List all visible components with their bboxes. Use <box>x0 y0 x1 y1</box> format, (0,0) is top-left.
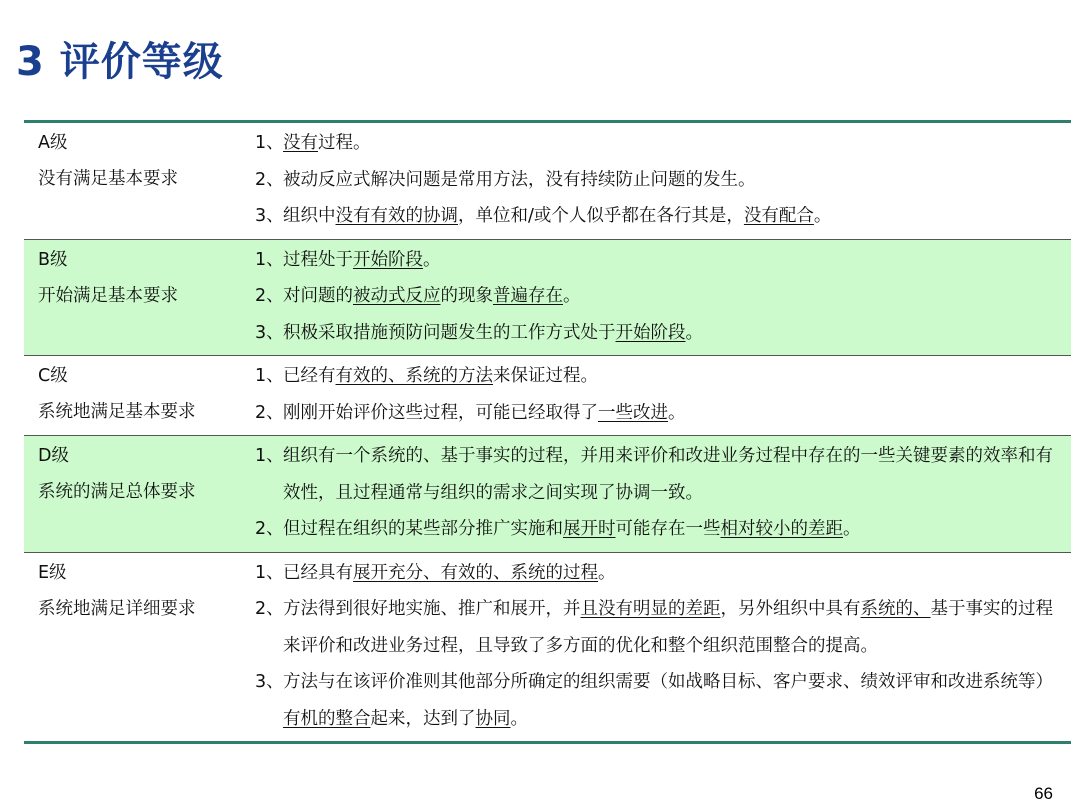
page-number: 66 <box>1034 784 1053 803</box>
criteria-item <box>255 591 1063 664</box>
level-criteria-list <box>255 555 1071 738</box>
criteria-number: 2、 <box>255 169 284 190</box>
text-segment: 已经具有 <box>283 562 353 583</box>
emphasized-phrase: 没有配合 <box>743 206 814 226</box>
criteria-number: 2、 <box>255 286 284 306</box>
criteria-text <box>283 315 1063 352</box>
criteria-number: 2、 <box>255 402 284 423</box>
criteria-text <box>283 278 1063 315</box>
text-segment: 积极采取措施预防问题发生的工作方式处于 <box>283 322 616 343</box>
emphasized-phrase: 系统的、 <box>860 599 931 619</box>
level-code: E级 <box>38 562 67 583</box>
level-heading <box>24 242 255 352</box>
criteria-item <box>255 278 1063 315</box>
emphasized-phrase: 没有 <box>283 133 318 153</box>
criteria-item <box>255 198 1063 235</box>
criteria-text <box>283 125 1063 162</box>
criteria-item <box>255 555 1063 592</box>
criteria-text <box>283 395 1063 432</box>
criteria-number: 3、 <box>255 322 284 343</box>
criteria-number: 2、 <box>255 599 284 619</box>
emphasized-phrase: 且没有明显的差距 <box>580 599 721 619</box>
level-row <box>24 239 1071 356</box>
criteria-number: 1、 <box>255 366 284 386</box>
criteria-item <box>255 438 1063 511</box>
text-segment: 被动反应式解决问题是常用方法，没有持续防止问题的发生。 <box>283 169 756 190</box>
text-segment: 的现象 <box>440 286 493 306</box>
text-segment: 可能存在一些 <box>615 519 721 539</box>
text-segment: 已经有 <box>283 366 336 386</box>
level-row <box>24 123 1071 239</box>
text-segment: 。 <box>563 286 581 306</box>
criteria-number: 1、 <box>255 562 284 583</box>
criteria-item <box>255 395 1063 432</box>
emphasized-phrase: 展开充分、有效的、系统的过程 <box>353 562 598 583</box>
level-criteria-list <box>255 438 1071 548</box>
criteria-text <box>283 358 1063 395</box>
criteria-text <box>283 438 1063 511</box>
criteria-item <box>255 162 1063 199</box>
level-heading <box>24 358 255 431</box>
criteria-text <box>283 591 1063 664</box>
criteria-text <box>283 555 1063 592</box>
text-segment: 。 <box>423 249 441 270</box>
text-segment: 但过程在组织的某些部分推广实施和 <box>283 519 563 539</box>
emphasized-phrase: 展开时 <box>563 519 616 539</box>
emphasized-phrase: 相对较小的差距 <box>720 519 843 539</box>
level-heading <box>24 555 255 738</box>
criteria-number: 3、 <box>255 206 284 226</box>
criteria-number: 3、 <box>255 672 284 692</box>
level-code: B级 <box>38 249 68 270</box>
criteria-number: 2、 <box>255 519 284 539</box>
level-code: C级 <box>38 366 68 386</box>
text-segment: 。 <box>843 519 861 539</box>
emphasized-phrase: 协同 <box>475 708 511 729</box>
text-segment: 。 <box>510 708 528 729</box>
level-description: 没有满足基本要求 <box>38 169 178 189</box>
text-segment: 来保证过程。 <box>493 366 598 386</box>
criteria-text <box>283 198 1063 235</box>
text-segment: 。 <box>685 322 703 343</box>
emphasized-phrase: 有机的整合 <box>283 708 371 729</box>
criteria-item <box>255 125 1063 162</box>
text-segment: 对问题的 <box>283 286 353 306</box>
text-segment: 过程处于 <box>283 249 353 270</box>
criteria-number: 1、 <box>255 133 284 153</box>
emphasized-phrase: 一些改进 <box>598 402 668 423</box>
level-description: 系统的满足总体要求 <box>38 482 196 502</box>
criteria-item <box>255 358 1063 395</box>
emphasized-phrase: 普遍存在 <box>493 286 563 306</box>
level-criteria-list <box>255 358 1071 431</box>
level-heading <box>24 438 255 548</box>
level-criteria-list <box>255 125 1071 235</box>
text-segment: 组织中 <box>283 206 336 226</box>
emphasized-phrase: 有效的、系统的方法 <box>335 366 493 386</box>
criteria-text <box>283 242 1063 279</box>
level-criteria-list <box>255 242 1071 352</box>
level-code: A级 <box>38 133 68 153</box>
text-segment: 起来，达到了 <box>370 708 476 729</box>
criteria-text <box>283 162 1063 199</box>
criteria-number: 1、 <box>255 249 284 270</box>
criteria-item <box>255 242 1063 279</box>
criteria-item <box>255 315 1063 352</box>
text-segment: 。 <box>598 562 616 583</box>
emphasized-phrase: 开始阶段 <box>615 322 686 343</box>
criteria-item <box>255 511 1063 548</box>
evaluation-levels-table <box>24 120 1071 744</box>
text-segment: 。 <box>668 402 686 423</box>
emphasized-phrase: 开始阶段 <box>353 249 423 270</box>
level-row <box>24 355 1071 435</box>
text-segment: 方法与在该评价准则其他部分所确定的组织需要（如战略目标、客户要求、绩效评审和改进系统等） <box>283 672 1053 692</box>
criteria-text <box>283 511 1063 548</box>
criteria-item <box>255 664 1063 737</box>
text-segment: 刚刚开始评价这些过程，可能已经取得了 <box>283 402 598 423</box>
text-segment: ，单位和/或个人似乎都在各行其是， <box>458 206 744 226</box>
level-description: 开始满足基本要求 <box>38 285 178 306</box>
criteria-number: 1、 <box>255 446 284 466</box>
level-description: 系统地满足详细要求 <box>38 598 196 619</box>
text-segment: 过程。 <box>318 133 371 153</box>
text-segment: 。 <box>813 206 832 226</box>
level-description: 系统地满足基本要求 <box>38 402 196 422</box>
emphasized-phrase: 被动式反应 <box>353 286 441 306</box>
level-code: D级 <box>38 446 69 466</box>
text-segment: 方法得到很好地实施、推广和展开，并 <box>283 599 581 619</box>
criteria-text <box>283 664 1063 737</box>
page-title: 3 评价等级 <box>16 39 224 85</box>
level-heading <box>24 125 255 235</box>
level-row <box>24 552 1071 742</box>
level-row <box>24 435 1071 552</box>
text-segment: 基于事实的过程来评价和改进业务过程，且导致了多方面的优化和整个组织范围整合的提高。 <box>283 599 1053 656</box>
text-segment: ，另外组织中具有 <box>720 599 861 619</box>
text-segment: 组织有一个系统的、基于事实的过程，并用来评价和改进业务过程中存在的一些关键要素的效率和有效性，且过程通常与组织的需求之间实现了协调一致。 <box>283 446 1053 503</box>
emphasized-phrase: 没有有效的协调 <box>335 206 458 226</box>
